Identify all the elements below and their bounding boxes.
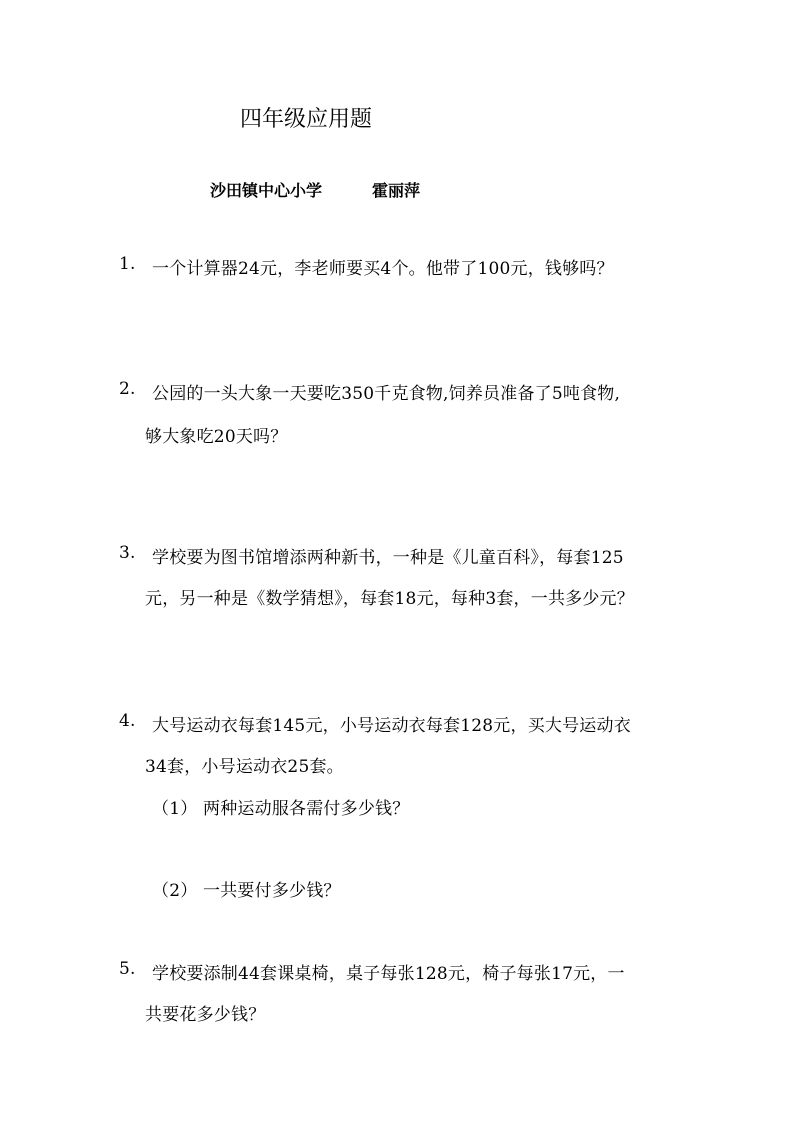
question-number: 5. xyxy=(119,959,136,979)
question-text: 共要花多少钱？ xyxy=(145,1005,266,1025)
question-number: 3. xyxy=(119,543,136,563)
question-text: 元，另一种是《数学猜想》，每套18元，每种3套，一共多少元？ xyxy=(145,589,634,609)
sub-question-1: （1） 两种运动服各需付多少钱？ xyxy=(152,799,410,819)
question-text: 学校要添制44套课桌椅，桌子每张128元，椅子每张17元，一 xyxy=(152,964,625,984)
question-number: 2. xyxy=(119,379,136,399)
school-name: 沙田镇中心小学 xyxy=(210,181,323,200)
question-text: 够大象吃20天吗？ xyxy=(145,427,288,447)
page-title: 四年级应用题 xyxy=(240,107,373,132)
question-text: 公园的一头大象一天要吃350千克食物,饲养员准备了5吨食物, xyxy=(152,384,621,404)
question-text: 大号运动衣每套145元，小号运动衣每套128元，买大号运动衣 xyxy=(152,716,631,736)
author-name: 霍丽萍 xyxy=(372,181,421,200)
question-text: 34套，小号运动衣25套。 xyxy=(145,757,344,777)
question-number: 1. xyxy=(119,254,136,274)
question-number: 4. xyxy=(119,711,136,731)
sub-question-2: （2） 一共要付多少钱？ xyxy=(152,881,341,901)
question-text: 一个计算器24元，李老师要买4个。他带了100元，钱够吗？ xyxy=(152,259,614,279)
question-text: 学校要为图书馆增添两种新书，一种是《儿童百科》，每套125 xyxy=(152,548,624,568)
